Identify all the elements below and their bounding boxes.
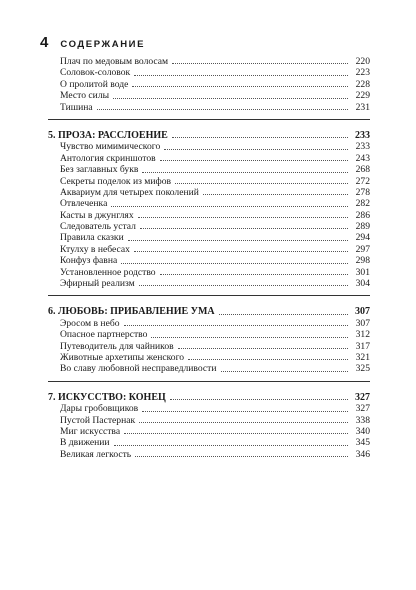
dot-leader (132, 86, 348, 87)
dot-leader (113, 98, 348, 99)
toc-entry-page: 338 (355, 414, 370, 426)
toc-entry-page: 229 (355, 90, 370, 102)
toc-entry-page: 297 (355, 243, 370, 255)
toc-entry-page: 220 (355, 56, 370, 67)
dot-leader (134, 75, 348, 76)
dot-leader (140, 228, 348, 229)
toc-entry-title: Без заглавных букв (60, 164, 139, 176)
dot-leader (128, 240, 348, 241)
dot-leader (219, 314, 348, 315)
toc-entry (48, 449, 370, 460)
toc-entry-title: Следователь устал (60, 221, 136, 233)
toc-section (48, 306, 370, 381)
toc-entry-title: Плач по медовым волосам (60, 56, 169, 67)
running-title: СОДЕРЖАНИЕ (60, 39, 146, 50)
toc-entry (48, 187, 370, 198)
toc-entry-title: Правила сказки (60, 232, 124, 244)
toc-entry-title: Во славу любовной несправедливости (60, 363, 217, 375)
dot-leader (142, 172, 348, 173)
toc-entry (48, 352, 370, 363)
toc-entry-page: 286 (355, 209, 370, 221)
dot-leader (178, 348, 348, 349)
dot-leader (172, 137, 348, 138)
toc-entry-title: Отвлеченка (60, 198, 108, 210)
toc-entry-title: Антология скриншотов (60, 152, 156, 164)
toc-entry-title: О пролитой воде (60, 78, 129, 90)
toc-section (48, 392, 370, 466)
toc-entry (48, 244, 370, 255)
section-heading-page: 307 (355, 306, 370, 318)
toc-entry (48, 210, 370, 221)
toc-entry-title: Ктулху в небесах (60, 243, 130, 255)
dot-leader (114, 445, 348, 446)
section-heading (48, 306, 370, 317)
toc-entry-title: Великая легкость (60, 448, 132, 460)
toc-entry (48, 56, 370, 67)
dot-leader (203, 194, 348, 195)
page-header (40, 34, 145, 51)
toc-entry-title: Миг искусства (60, 425, 121, 437)
toc-entry (48, 232, 370, 243)
toc-entry (48, 318, 370, 329)
toc-entry-page: 282 (355, 198, 370, 210)
toc-entry-page: 304 (355, 278, 370, 290)
toc-entry-page: 228 (355, 78, 370, 90)
toc-entry-page: 327 (355, 403, 370, 415)
toc-entry (48, 403, 370, 414)
toc-entry-title: Соловок-соловок (60, 67, 131, 79)
dot-leader (124, 433, 348, 434)
section-heading (48, 130, 370, 141)
toc-entry-page: 278 (355, 186, 370, 198)
section-heading-page: 233 (355, 129, 370, 141)
toc-section (48, 56, 370, 120)
dot-leader (164, 149, 348, 150)
toc-entry (48, 153, 370, 164)
toc-entry (48, 102, 370, 113)
dot-leader (121, 263, 348, 264)
toc-entry-title: Установленное родство (60, 266, 156, 278)
toc-entry-page: 346 (355, 448, 370, 460)
toc-entry-page: 231 (355, 101, 370, 113)
toc-entry-page: 307 (355, 317, 370, 329)
dot-leader (175, 183, 348, 184)
dot-leader (188, 359, 348, 360)
toc-entry-title: Животные архетипы женского (60, 351, 185, 363)
toc-entry-title: Путеводитель для чайников (60, 340, 174, 352)
dot-leader (170, 399, 348, 400)
section-heading (48, 392, 370, 403)
section-heading-title: 6. ЛЮБОВЬ: ПРИБАВЛЕНИЕ УМА (48, 306, 215, 318)
dot-leader (111, 206, 348, 207)
toc-entry (48, 278, 370, 289)
toc-entry-title: Эросом в небо (60, 317, 120, 329)
toc-entry-title: Опасное партнерство (60, 329, 148, 341)
toc-entry (48, 198, 370, 209)
toc-entry (48, 267, 370, 278)
toc-entry-title: Касты в джунглях (60, 209, 134, 221)
section-heading-title: 7. ИСКУССТВО: КОНЕЦ (48, 391, 166, 403)
section-heading-page: 327 (355, 391, 370, 403)
toc-entry-page: 321 (355, 351, 370, 363)
toc-entry-page: 289 (355, 221, 370, 233)
toc-entry (48, 221, 370, 232)
toc-entry-page: 312 (355, 329, 370, 341)
dot-leader (124, 325, 348, 326)
toc-entry-page: 268 (355, 164, 370, 176)
toc-entry (48, 415, 370, 426)
toc-entry-page: 345 (355, 437, 370, 449)
dot-leader (142, 411, 348, 412)
dot-leader (221, 371, 349, 372)
toc-entry-page: 233 (355, 141, 370, 153)
toc-entry-title: Эфирный реализм (60, 278, 135, 290)
toc-entry (48, 363, 370, 374)
dot-leader (139, 285, 348, 286)
toc-entry-title: Дары гробовщиков (60, 403, 139, 415)
toc-entry (48, 437, 370, 448)
toc-entry (48, 426, 370, 437)
dot-leader (97, 109, 348, 110)
toc-entry (48, 67, 370, 78)
toc-entry (48, 341, 370, 352)
toc-entry (48, 255, 370, 266)
dot-leader (160, 274, 348, 275)
dot-leader (139, 422, 348, 423)
toc-entry-title: Чувство мимимического (60, 141, 161, 153)
toc-entry-title: Аквариум для четырех поколений (60, 186, 199, 198)
toc-entry (48, 90, 370, 101)
dot-leader (151, 337, 348, 338)
toc-entry-page: 294 (355, 232, 370, 244)
toc-entry (48, 329, 370, 340)
toc-entry-page: 298 (355, 255, 370, 267)
toc-entry-title: В движении (60, 437, 110, 449)
toc-entry-page: 317 (355, 340, 370, 352)
toc-entry-title: Тишина (60, 101, 93, 113)
toc-entry-title: Место силы (60, 90, 110, 102)
toc-entry-title: Конфуз фавна (60, 255, 118, 267)
dot-leader (172, 63, 348, 64)
dot-leader (138, 217, 348, 218)
page-number: 4 (40, 34, 49, 51)
table-of-contents (48, 56, 370, 476)
toc-entry (48, 176, 370, 187)
toc-entry (48, 164, 370, 175)
toc-entry-page: 272 (355, 175, 370, 187)
toc-entry-page: 325 (355, 363, 370, 375)
dot-leader (135, 456, 348, 457)
toc-entry-page: 243 (355, 152, 370, 164)
toc-entry-page: 301 (355, 266, 370, 278)
dot-leader (134, 251, 348, 252)
toc-entry-title: Пустой Пастернак (60, 414, 136, 426)
toc-entry-page: 340 (355, 425, 370, 437)
toc-entry (48, 141, 370, 152)
section-heading-title: 5. ПРОЗА: РАССЛОЕНИЕ (48, 129, 168, 141)
toc-entry-page: 223 (355, 67, 370, 79)
toc-entry-title: Секреты поделок из мифов (60, 175, 172, 187)
dot-leader (160, 160, 348, 161)
toc-section (48, 130, 370, 296)
toc-entry (48, 79, 370, 90)
